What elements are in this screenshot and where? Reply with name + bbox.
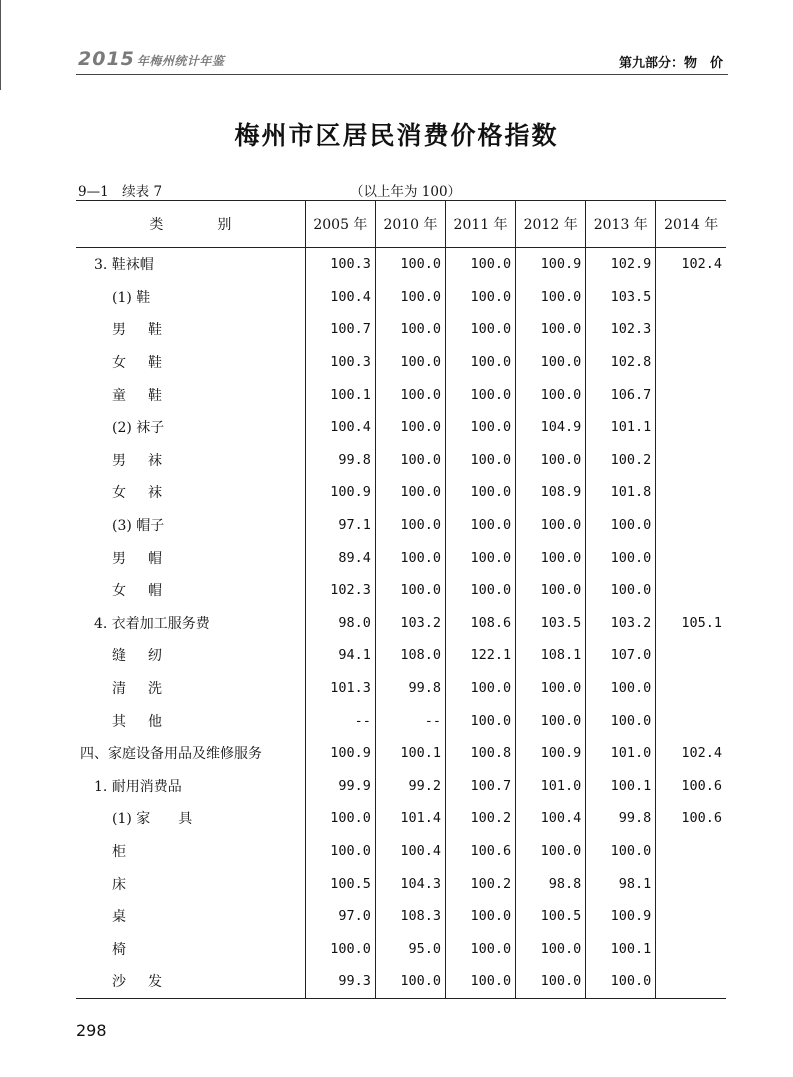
table-row bbox=[76, 835, 726, 868]
value-cell bbox=[656, 900, 726, 933]
yearbook-year: 2015 bbox=[78, 48, 135, 70]
value-cell: 100.0 bbox=[446, 965, 516, 998]
row-label bbox=[76, 281, 305, 314]
value-cell: 100.9 bbox=[516, 737, 586, 770]
row-label-text: (1) 鞋 bbox=[112, 289, 151, 306]
row-label-text: 床 bbox=[112, 876, 148, 893]
value-cell: 100.0 bbox=[375, 378, 445, 411]
value-cell: 100.9 bbox=[305, 476, 375, 509]
value-cell: -- bbox=[305, 704, 375, 737]
value-cell: 103.5 bbox=[586, 281, 656, 314]
table-id: 9—1 续表 7 bbox=[78, 184, 163, 200]
value-cell: 100.7 bbox=[305, 313, 375, 346]
page-title: 梅州市区居民消费价格指数 bbox=[234, 121, 559, 150]
value-cell: 100.5 bbox=[516, 900, 586, 933]
value-cell: 104.9 bbox=[516, 411, 586, 444]
value-cell: 100.6 bbox=[446, 835, 516, 868]
value-cell: 100.0 bbox=[516, 444, 586, 477]
value-cell: 100.0 bbox=[446, 281, 516, 314]
value-cell bbox=[656, 574, 726, 607]
value-cell: 100.0 bbox=[446, 378, 516, 411]
column-header-category: 类 别 bbox=[76, 201, 305, 248]
value-cell: 103.2 bbox=[375, 607, 445, 640]
value-cell: 100.0 bbox=[446, 574, 516, 607]
row-label bbox=[76, 248, 305, 281]
value-cell: 106.7 bbox=[586, 378, 656, 411]
value-cell: 100.5 bbox=[305, 867, 375, 900]
table-row bbox=[76, 281, 726, 314]
value-cell: 100.0 bbox=[516, 378, 586, 411]
value-cell: 100.0 bbox=[516, 541, 586, 574]
value-cell: 100.0 bbox=[586, 574, 656, 607]
value-cell: 100.0 bbox=[446, 346, 516, 379]
value-cell: 100.0 bbox=[516, 835, 586, 868]
value-cell: 102.9 bbox=[586, 248, 656, 281]
value-cell: 100.0 bbox=[446, 541, 516, 574]
value-cell: 99.8 bbox=[586, 802, 656, 835]
row-label bbox=[76, 770, 305, 803]
value-cell: 101.4 bbox=[375, 802, 445, 835]
row-label bbox=[76, 411, 305, 444]
row-label bbox=[76, 965, 305, 998]
row-label-text: 柜 bbox=[112, 843, 148, 860]
value-cell: 104.3 bbox=[375, 867, 445, 900]
table-row bbox=[76, 639, 726, 672]
table-header-row bbox=[76, 201, 726, 248]
row-label bbox=[76, 444, 305, 477]
value-cell: 100.0 bbox=[446, 248, 516, 281]
value-cell: 99.2 bbox=[375, 770, 445, 803]
value-cell bbox=[656, 704, 726, 737]
row-label-text: 男鞋 bbox=[112, 322, 184, 339]
value-cell bbox=[656, 281, 726, 314]
row-label-text: 女鞋 bbox=[112, 355, 184, 372]
row-label-text: 清洗 bbox=[112, 681, 184, 698]
value-cell: 102.3 bbox=[586, 313, 656, 346]
value-cell: 100.0 bbox=[516, 313, 586, 346]
table-row bbox=[76, 802, 726, 835]
value-cell: 100.0 bbox=[375, 248, 445, 281]
row-label bbox=[76, 607, 305, 640]
value-cell: 122.1 bbox=[446, 639, 516, 672]
row-label-text: 3. 鞋袜帽 bbox=[94, 257, 154, 274]
value-cell: 95.0 bbox=[375, 932, 445, 965]
value-cell bbox=[656, 509, 726, 542]
value-cell: 94.1 bbox=[305, 639, 375, 672]
value-cell: 100.0 bbox=[446, 932, 516, 965]
value-cell: 100.2 bbox=[446, 802, 516, 835]
row-label bbox=[76, 509, 305, 542]
value-cell bbox=[656, 965, 726, 998]
value-cell: 100.0 bbox=[375, 476, 445, 509]
value-cell: 102.8 bbox=[586, 346, 656, 379]
value-cell bbox=[656, 411, 726, 444]
value-cell: 102.4 bbox=[656, 737, 726, 770]
value-cell: 100.0 bbox=[305, 802, 375, 835]
row-label-text: 其他 bbox=[112, 713, 184, 730]
row-label bbox=[76, 378, 305, 411]
table-row bbox=[76, 509, 726, 542]
row-label-text: 椅 bbox=[112, 941, 148, 958]
column-header-year: 2014 年 bbox=[656, 201, 726, 248]
value-cell: 102.4 bbox=[656, 248, 726, 281]
value-cell: 100.0 bbox=[586, 541, 656, 574]
table-row bbox=[76, 770, 726, 803]
value-cell: 100.0 bbox=[446, 411, 516, 444]
value-cell bbox=[656, 932, 726, 965]
table-row bbox=[76, 965, 726, 998]
value-cell: 100.0 bbox=[516, 965, 586, 998]
row-label bbox=[76, 932, 305, 965]
value-cell: 99.3 bbox=[305, 965, 375, 998]
value-cell bbox=[656, 835, 726, 868]
value-cell: 100.2 bbox=[446, 867, 516, 900]
value-cell: 100.0 bbox=[446, 476, 516, 509]
row-label bbox=[76, 672, 305, 705]
value-cell: 100.0 bbox=[375, 313, 445, 346]
table-row bbox=[76, 672, 726, 705]
value-cell: 100.2 bbox=[586, 444, 656, 477]
table-row bbox=[76, 346, 726, 379]
value-cell: 100.3 bbox=[305, 346, 375, 379]
value-cell: 100.0 bbox=[375, 281, 445, 314]
value-cell bbox=[656, 672, 726, 705]
value-cell: 100.0 bbox=[586, 704, 656, 737]
table-row bbox=[76, 378, 726, 411]
row-label bbox=[76, 900, 305, 933]
table-row bbox=[76, 476, 726, 509]
value-cell: 108.3 bbox=[375, 900, 445, 933]
value-cell bbox=[656, 313, 726, 346]
value-cell: 100.4 bbox=[305, 411, 375, 444]
row-label-text: 女帽 bbox=[112, 583, 184, 600]
row-label bbox=[76, 639, 305, 672]
value-cell: 100.0 bbox=[516, 672, 586, 705]
value-cell: 101.3 bbox=[305, 672, 375, 705]
value-cell: 107.0 bbox=[586, 639, 656, 672]
row-label-text: 桌 bbox=[112, 909, 148, 926]
row-label bbox=[76, 802, 305, 835]
row-label-text: 1. 耐用消费品 bbox=[94, 778, 182, 795]
value-cell: 100.0 bbox=[516, 509, 586, 542]
value-cell: 103.2 bbox=[586, 607, 656, 640]
value-cell: 99.9 bbox=[305, 770, 375, 803]
row-label-text: 沙发 bbox=[112, 974, 184, 991]
value-cell: 100.1 bbox=[305, 378, 375, 411]
value-cell: 100.4 bbox=[375, 835, 445, 868]
row-label bbox=[76, 574, 305, 607]
value-cell: 100.0 bbox=[375, 346, 445, 379]
value-cell: 101.0 bbox=[586, 737, 656, 770]
table-row bbox=[76, 444, 726, 477]
section-label: 第九部分：物 价 bbox=[618, 56, 723, 71]
row-label bbox=[76, 737, 305, 770]
value-cell: 100.0 bbox=[375, 541, 445, 574]
value-cell: 100.0 bbox=[516, 281, 586, 314]
base-note: （以上年为 100） bbox=[350, 184, 462, 200]
value-cell: 100.9 bbox=[586, 900, 656, 933]
value-cell: 100.0 bbox=[446, 444, 516, 477]
value-cell bbox=[656, 346, 726, 379]
row-label-text: 四、家庭设备用品及维修服务 bbox=[80, 746, 262, 763]
value-cell bbox=[656, 444, 726, 477]
value-cell bbox=[656, 378, 726, 411]
value-cell: 105.1 bbox=[656, 607, 726, 640]
row-label-text: 女袜 bbox=[112, 485, 184, 502]
table-row bbox=[76, 248, 726, 281]
value-cell: 89.4 bbox=[305, 541, 375, 574]
value-cell: 101.8 bbox=[586, 476, 656, 509]
column-header-year: 2011 年 bbox=[446, 201, 516, 248]
row-label-text: (3) 帽子 bbox=[112, 518, 165, 535]
value-cell: 100.1 bbox=[586, 770, 656, 803]
value-cell: 100.8 bbox=[446, 737, 516, 770]
row-label bbox=[76, 541, 305, 574]
table-row bbox=[76, 932, 726, 965]
row-label-text: 缝纫 bbox=[112, 648, 184, 665]
value-cell: 100.0 bbox=[516, 704, 586, 737]
value-cell: 108.1 bbox=[516, 639, 586, 672]
value-cell: 100.0 bbox=[446, 704, 516, 737]
value-cell: 100.1 bbox=[375, 737, 445, 770]
value-cell: 100.4 bbox=[305, 281, 375, 314]
column-header-year: 2005 年 bbox=[305, 201, 375, 248]
value-cell: 100.9 bbox=[516, 248, 586, 281]
value-cell: 100.6 bbox=[656, 802, 726, 835]
table-row bbox=[76, 704, 726, 737]
value-cell: 100.0 bbox=[375, 509, 445, 542]
value-cell: -- bbox=[375, 704, 445, 737]
value-cell: 100.9 bbox=[305, 737, 375, 770]
value-cell: 100.0 bbox=[375, 411, 445, 444]
value-cell: 100.0 bbox=[586, 672, 656, 705]
table-row bbox=[76, 867, 726, 900]
table-row bbox=[76, 313, 726, 346]
value-cell: 100.0 bbox=[375, 444, 445, 477]
row-label-text: (1) 家 具 bbox=[112, 811, 193, 828]
value-cell: 108.6 bbox=[446, 607, 516, 640]
value-cell: 98.1 bbox=[586, 867, 656, 900]
value-cell bbox=[656, 476, 726, 509]
table-row bbox=[76, 737, 726, 770]
table-row bbox=[76, 574, 726, 607]
yearbook-name: 年梅州统计年鉴 bbox=[136, 54, 225, 68]
value-cell: 100.1 bbox=[586, 932, 656, 965]
row-label-text: (2) 袜子 bbox=[112, 420, 165, 437]
table-row bbox=[76, 607, 726, 640]
page-header bbox=[0, 0, 793, 78]
price-index-table bbox=[76, 200, 726, 999]
value-cell: 108.0 bbox=[375, 639, 445, 672]
table-row bbox=[76, 411, 726, 444]
value-cell: 108.9 bbox=[516, 476, 586, 509]
table-row bbox=[76, 541, 726, 574]
value-cell: 100.0 bbox=[586, 965, 656, 998]
value-cell: 100.0 bbox=[586, 835, 656, 868]
value-cell: 100.0 bbox=[375, 574, 445, 607]
value-cell: 101.0 bbox=[516, 770, 586, 803]
value-cell: 100.0 bbox=[516, 346, 586, 379]
value-cell: 100.0 bbox=[516, 574, 586, 607]
row-label bbox=[76, 867, 305, 900]
page-number: 298 bbox=[76, 1021, 107, 1040]
table-body bbox=[76, 248, 726, 999]
header-rule bbox=[76, 74, 728, 75]
value-cell: 100.0 bbox=[305, 835, 375, 868]
value-cell: 100.6 bbox=[656, 770, 726, 803]
value-cell bbox=[656, 541, 726, 574]
value-cell: 99.8 bbox=[305, 444, 375, 477]
value-cell bbox=[656, 867, 726, 900]
value-cell: 100.7 bbox=[446, 770, 516, 803]
column-header-year: 2012 年 bbox=[516, 201, 586, 248]
value-cell bbox=[656, 639, 726, 672]
value-cell: 100.0 bbox=[446, 313, 516, 346]
row-label bbox=[76, 313, 305, 346]
value-cell: 100.0 bbox=[446, 509, 516, 542]
row-label bbox=[76, 476, 305, 509]
value-cell: 100.0 bbox=[586, 509, 656, 542]
value-cell: 97.1 bbox=[305, 509, 375, 542]
row-label bbox=[76, 835, 305, 868]
row-label-text: 4. 衣着加工服务费 bbox=[94, 615, 210, 632]
column-header-year: 2013 年 bbox=[586, 201, 656, 248]
value-cell: 100.3 bbox=[305, 248, 375, 281]
value-cell: 97.0 bbox=[305, 900, 375, 933]
value-cell: 103.5 bbox=[516, 607, 586, 640]
value-cell: 100.0 bbox=[446, 672, 516, 705]
value-cell: 98.0 bbox=[305, 607, 375, 640]
value-cell: 102.3 bbox=[305, 574, 375, 607]
yearbook-brand bbox=[78, 48, 224, 70]
row-label bbox=[76, 704, 305, 737]
value-cell: 100.0 bbox=[305, 932, 375, 965]
row-label-text: 童鞋 bbox=[112, 387, 184, 404]
value-cell: 99.8 bbox=[375, 672, 445, 705]
value-cell: 101.1 bbox=[586, 411, 656, 444]
row-label bbox=[76, 346, 305, 379]
value-cell: 100.0 bbox=[516, 932, 586, 965]
table-row bbox=[76, 900, 726, 933]
row-label-text: 男袜 bbox=[112, 452, 184, 469]
value-cell: 100.0 bbox=[375, 965, 445, 998]
value-cell: 98.8 bbox=[516, 867, 586, 900]
row-label-text: 男帽 bbox=[112, 550, 184, 567]
value-cell: 100.4 bbox=[516, 802, 586, 835]
value-cell: 100.0 bbox=[446, 900, 516, 933]
column-header-year: 2010 年 bbox=[375, 201, 445, 248]
